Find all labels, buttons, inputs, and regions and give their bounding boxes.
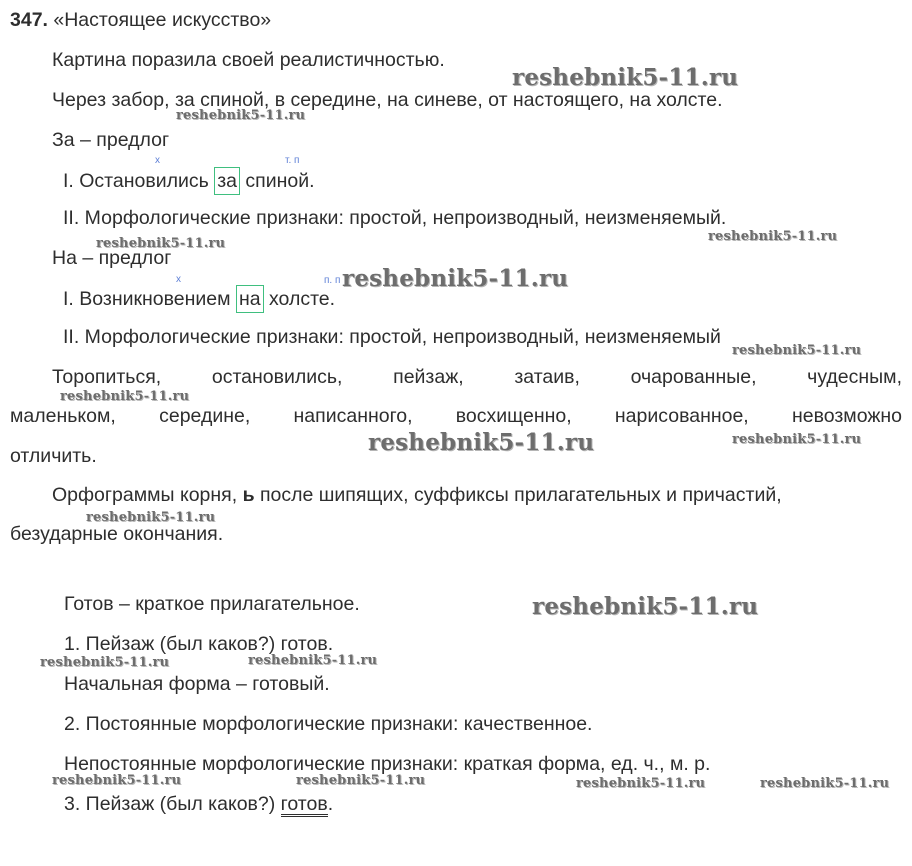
- text-line: Картина поразила своей реалистичностью.: [52, 49, 445, 71]
- analysis-line-gotov-2: 2. Постоянные морфологические признаки: качественное.: [64, 713, 593, 735]
- syntax-mark-pp: п. п: [324, 275, 341, 286]
- task-number: 347.: [10, 9, 48, 31]
- watermark: reshebnik5-11.ru: [96, 236, 226, 251]
- task-header: [10, 8, 271, 32]
- soft-sign: ь: [242, 484, 255, 506]
- analysis-line-za-1: I. Остановились за спиной.: [63, 167, 315, 195]
- analysis-line-gotov-initial: Начальная форма – готовый.: [64, 673, 330, 695]
- task-title: «Настоящее искусство»: [53, 9, 272, 31]
- watermark: reshebnik5-11.ru: [60, 389, 190, 404]
- watermark: reshebnik5-11.ru: [40, 655, 170, 670]
- analysis-line-na-2: II. Морфологические признаки: простой, непроизводный, неизменяемый: [63, 326, 721, 348]
- double-underlined-predicate: готов: [280, 793, 328, 815]
- orthogram-line: безударные окончания.: [10, 523, 224, 545]
- watermark: reshebnik5-11.ru: [760, 776, 890, 791]
- analysis-line-gotov-nonconst: Непостоянные морфологические признаки: краткая форма, ед. ч., м. р.: [64, 753, 711, 775]
- watermark: reshebnik5-11.ru: [732, 343, 862, 358]
- word-list-line: отличить.: [10, 445, 97, 467]
- watermark: reshebnik5-11.ru: [732, 432, 862, 447]
- highlighted-word-na: на: [236, 285, 264, 313]
- watermark: reshebnik5-11.ru: [176, 108, 306, 123]
- watermark: reshebnik5-11.ru: [512, 64, 739, 91]
- watermark: reshebnik5-11.ru: [52, 773, 182, 788]
- syntax-mark-tp: т. п: [285, 155, 300, 166]
- watermark: reshebnik5-11.ru: [708, 229, 838, 244]
- syntax-mark-x: х: [176, 274, 181, 285]
- word-list-line: Торопиться, остановились, пейзаж, затаив, очарованные, чудесным,: [52, 366, 902, 388]
- highlighted-word-za: за: [214, 167, 240, 195]
- watermark: reshebnik5-11.ru: [248, 653, 378, 668]
- watermark: reshebnik5-11.ru: [576, 776, 706, 791]
- word-list-line: маленьком, середине, написанного, восхищенно, нарисованное, невозможно: [10, 405, 902, 427]
- analysis-line-gotov-1: 1. Пейзаж (был каков?) готов.: [64, 633, 334, 655]
- watermark: reshebnik5-11.ru: [342, 265, 569, 292]
- section-heading-na: На – предлог: [52, 247, 172, 269]
- watermark: reshebnik5-11.ru: [368, 429, 595, 456]
- analysis-line-gotov-3: 3. Пейзаж (был каков?) готов.: [64, 793, 334, 815]
- analysis-line-za-2: II. Морфологические признаки: простой, непроизводный, неизменяемый.: [63, 207, 727, 229]
- analysis-line-na-1: I. Возникновением на холсте.: [63, 285, 335, 313]
- section-heading-gotov: Готов – краткое прилагательное.: [64, 593, 360, 615]
- watermark: reshebnik5-11.ru: [296, 773, 426, 788]
- orthogram-line: Орфограммы корня, ь после шипящих, суффиксы прилагательных и причастий,: [52, 484, 782, 506]
- watermark: reshebnik5-11.ru: [532, 593, 759, 620]
- section-heading-za: За – предлог: [52, 129, 170, 151]
- syntax-mark-x: х: [155, 155, 160, 166]
- watermark: reshebnik5-11.ru: [86, 510, 216, 525]
- text-line: Через забор, за спиной, в середине, на синеве, от настоящего, на холсте.: [52, 89, 723, 111]
